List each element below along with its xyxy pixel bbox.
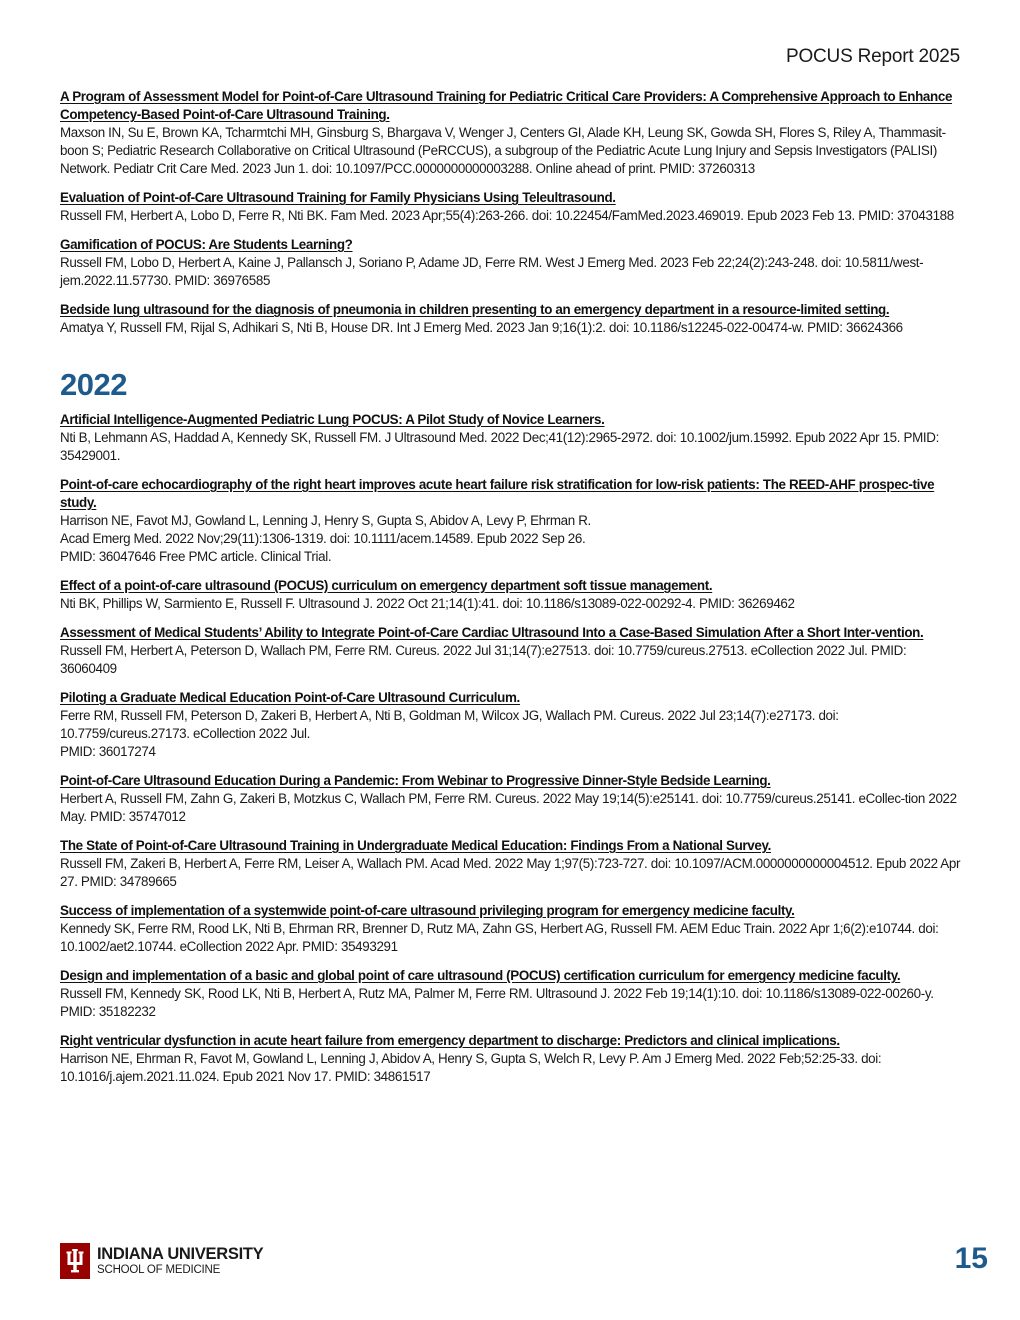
publication-title-link[interactable]: Point-of-care echocardiography of the right heart improves acute heart failure risk stratification for low-risk patients: The REED-AHF prospec-tive study. — [60, 477, 935, 510]
publication-entry — [60, 837, 962, 891]
publication-title-link[interactable]: Assessment of Medical Students’ Ability to Integrate Point-of-Care Cardiac Ultrasound Into a Case-Based Simulation After a Short Inter-vention. — [60, 625, 924, 640]
publication-entry — [60, 476, 962, 566]
publication-title-link[interactable]: Gamification of POCUS: Are Students Learning? — [60, 237, 353, 252]
publication-title-link[interactable]: Evaluation of Point-of-Care Ultrasound Training for Family Physicians Using Teleultrasound. — [60, 190, 616, 205]
publication-title-link[interactable]: The State of Point-of-Care Ultrasound Training in Undergraduate Medical Education: Findings From a National Survey. — [60, 838, 771, 853]
publication-entry — [60, 236, 962, 290]
publication-citation: Amatya Y, Russell FM, Rijal S, Adhikari S, Nti B, House DR. Int J Emerg Med. 2023 Jan 9;16(1):2. doi: 10.1186/s12245-022-00474-w. PMID: 36624366 — [60, 320, 903, 335]
publication-entry — [60, 689, 962, 761]
publication-entry — [60, 411, 962, 465]
page-number: 15 — [954, 1242, 988, 1275]
publication-entry — [60, 1032, 962, 1086]
publication-entry — [60, 88, 962, 178]
section-2023 — [60, 88, 962, 337]
publication-citation: Maxson IN, Su E, Brown KA, Tcharmtchi MH, Ginsburg S, Bhargava V, Wenger J, Centers GI, Alade KH, Leung SK, Gowda SH, Flores S, Riley A, Thammasit-boon S; Pediatric Research Collaborative on Critical Ultrasound (PeRCCUS), a subgroup of the Pediatric Acute Lung Injury and Sepsis Investigators (PALISI) Network. Pediatr Crit Care Med. 2023 Jun 1. doi: 10.1097/PCC.0000000000003288. Online ahead of print. PMID: 37260313 — [60, 125, 946, 176]
publication-title-link[interactable]: Effect of a point-of-care ultrasound (POCUS) curriculum on emergency department soft tissue management. — [60, 578, 713, 593]
publication-list — [60, 88, 962, 1097]
publication-citation: Harrison NE, Ehrman R, Favot M, Gowland L, Lenning J, Abidov A, Henry S, Gupta S, Welch R, Levy P. Am J Emerg Med. 2022 Feb;52:25-33. doi: 10.1016/j.ajem.2021.11.024. Epub 2021 Nov 17. PMID: 34861517 — [60, 1051, 882, 1084]
publication-citation: Russell FM, Zakeri B, Herbert A, Ferre RM, Leiser A, Wallach PM. Acad Med. 2022 May 1;97(5):723-727. doi: 10.1097/ACM.0000000000004512. Epub 2022 Apr 27. PMID: 34789665 — [60, 856, 961, 889]
trident-icon — [60, 1243, 90, 1279]
publication-title-link[interactable]: Point-of-Care Ultrasound Education During a Pandemic: From Webinar to Progressive Dinner-Style Bedside Learning. — [60, 773, 771, 788]
publication-title-link[interactable]: Design and implementation of a basic and global point of care ultrasound (POCUS) certification curriculum for emergency medicine faculty. — [60, 968, 901, 983]
publication-citation: Harrison NE, Favot MJ, Gowland L, Lenning J, Henry S, Gupta S, Abidov A, Levy P, Ehrman R. Acad Emerg Med. 2022 Nov;29(11):1306-1319. doi: 10.1111/acem.14589. Epub 2022 Sep 26. PMID: 36047646 Free PMC article. Clinical Trial. — [60, 513, 591, 564]
publication-citation: Russell FM, Herbert A, Peterson D, Wallach PM, Ferre RM. Cureus. 2022 Jul 31;14(7):e27513. doi: 10.7759/cureus.27513. eCollection 2022 Jul. PMID: 36060409 — [60, 643, 907, 676]
publication-citation: Kennedy SK, Ferre RM, Rood LK, Nti B, Ehrman RR, Brenner D, Rutz MA, Zahn GS, Herbert AG, Russell FM. AEM Educ Train. 2022 Apr 1;6(2):e10744. doi: 10.1002/aet2.10744. eCollection 2022 Apr. PMID: 35493291 — [60, 921, 939, 954]
publication-entry — [60, 301, 962, 337]
iu-logo — [60, 1243, 263, 1279]
publication-citation: Herbert A, Russell FM, Zahn G, Zakeri B, Motzkus C, Wallach PM, Ferre RM. Cureus. 2022 May 19;14(5):e25141. doi: 10.7759/cureus.25141. eCollec-tion 2022 May. PMID: 35747012 — [60, 791, 957, 824]
publication-entry — [60, 189, 962, 225]
logo-school-name: SCHOOL OF MEDICINE — [97, 1263, 221, 1276]
publication-entry — [60, 577, 962, 613]
publication-entry — [60, 902, 962, 956]
publication-citation: Nti B, Lehmann AS, Haddad A, Kennedy SK, Russell FM. J Ultrasound Med. 2022 Dec;41(12):2965-2972. doi: 10.1002/jum.15992. Epub 2022 Apr 15. PMID: 35429001. — [60, 430, 939, 463]
section-2022 — [60, 367, 962, 1086]
publication-title-link[interactable]: Right ventricular dysfunction in acute heart failure from emergency department to discharge: Predictors and clinical implications. — [60, 1033, 840, 1048]
publication-entry — [60, 772, 962, 826]
trident-glyph-icon — [65, 1248, 85, 1274]
publication-entry — [60, 624, 962, 678]
publication-title-link[interactable]: A Program of Assessment Model for Point-of-Care Ultrasound Training for Pediatric Critical Care Providers: A Comprehensive Approach to Enhance Competency-Based Point-of-Care Ultrasound Training. — [60, 89, 953, 122]
publication-citation: Russell FM, Lobo D, Herbert A, Kaine J, Pallansch J, Soriano P, Adame JD, Ferre RM. West J Emerg Med. 2023 Feb 22;24(2):243-248. doi: 10.5811/west-jem.2022.11.57730. PMID: 36976585 — [60, 255, 924, 288]
publication-title-link[interactable]: Piloting a Graduate Medical Education Point-of-Care Ultrasound Curriculum. — [60, 690, 520, 705]
publication-citation: Russell FM, Kennedy SK, Rood LK, Nti B, Herbert A, Rutz MA, Palmer M, Ferre RM. Ultrasound J. 2022 Feb 19;14(1):10. doi: 10.1186/s13089-022-00260-y. PMID: 35182232 — [60, 986, 934, 1019]
publication-citation: Nti BK, Phillips W, Sarmiento E, Russell F. Ultrasound J. 2022 Oct 21;14(1):41. doi: 10.1186/s13089-022-00292-4. PMID: 36269462 — [60, 596, 795, 611]
publication-title-link[interactable]: Success of implementation of a systemwide point-of-care ultrasound privileging program for emergency medicine faculty. — [60, 903, 795, 918]
logo-university-name: INDIANA UNIVERSITY — [97, 1245, 264, 1263]
year-heading: 2022 — [60, 367, 127, 402]
publication-citation: Ferre RM, Russell FM, Peterson D, Zakeri B, Herbert A, Nti B, Goldman M, Wilcox JG, Wallach PM. Cureus. 2022 Jul 23;14(7):e27173. doi: 10.7759/cureus.27173. eCollection 2022 Jul. PMID: 36017274 — [60, 708, 839, 759]
publication-entry — [60, 967, 962, 1021]
report-title: POCUS Report 2025 — [785, 46, 960, 67]
publication-title-link[interactable]: Artificial Intelligence-Augmented Pediatric Lung POCUS: A Pilot Study of Novice Learners. — [60, 412, 605, 427]
publication-title-link[interactable]: Bedside lung ultrasound for the diagnosis of pneumonia in children presenting to an emergency department in a resource-limited setting. — [60, 302, 890, 317]
publication-citation: Russell FM, Herbert A, Lobo D, Ferre R, Nti BK. Fam Med. 2023 Apr;55(4):263-266. doi: 10.22454/FamMed.2023.469019. Epub 2023 Feb 13. PMID: 37043188 — [60, 208, 954, 223]
